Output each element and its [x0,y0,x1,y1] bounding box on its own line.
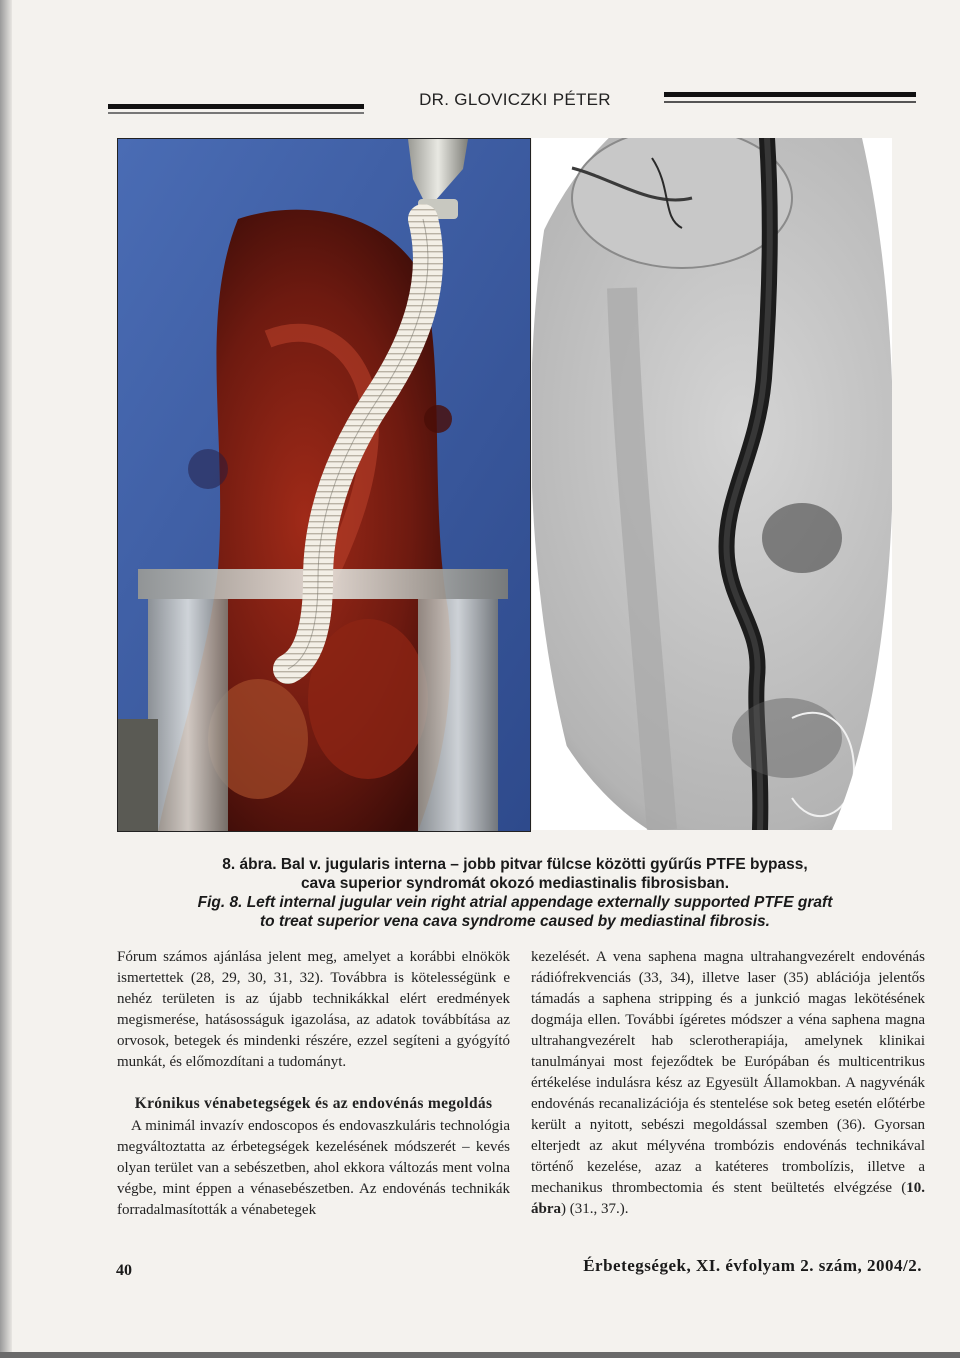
body-paragraph [531,947,925,1220]
left-column [117,947,510,1221]
figure-caption-en-line2: to treat superior vena cava syndrome caused by mediastinal fibrosis. [260,913,770,930]
body-paragraph: A minimál invazív endoscopos és endovaszkuláris technológia megváltoztatta az érbetegségek kezelésének módszerét – kevés olyan terület van a sebészetben, ahol ekkora változás ment volna végbe, mint éppen a vénasebészetben. Az endovénás technikák forradalmasították a vénabetegek [117,1118,510,1218]
figure-caption-hu-line2: cava superior syndromát okozó mediastinalis fibrosisban. [300,875,730,892]
header-rule-right [664,92,916,97]
running-header-author: DR. GLOVICZKI PÉTER [419,90,611,109]
figure-caption-hu-line1: 8. ábra. Bal v. jugularis interna – jobb pitvar fülcse közötti gyűrűs PTFE bypass, [222,856,808,873]
body-text: kezelését. A vena saphena magna ultrahangvezérelt endovénás rádiófrekvenciás (33, 34), illetve laser (35) ablációja jelentős támadás a saphena stripping és a junkció magas lekötésének dogmája ellen. További ígéretes módszer a véna saphena magna ultrahangvezérelt hab sclerotherapiája, amelynek klinikai tanulmányai most fejeződtek be Európában és multicentrikus értékelése indulásra kész az Egyesült Államokban. A nagyvénák endovénás recanalizációja és stentelése sok beteg esetén előtérbe került a nyitott, sebészi megoldással szemben (36). Gyorsan elterjedt az akut mélyvéna trombózis endovénás technikával történő kezelése, azaz a katéteres trombolízis, illetve a mechanikus thrombectomia és stent beültetés elvégzése ( [531,949,925,1196]
figure-reference: 10. ábra [531,1180,925,1217]
journal-footer: Érbetegségek, XI. évfolyam 2. szám, 2004/2. [583,1256,922,1275]
angiogram-image [532,138,892,830]
figure-caption-en-line1: Fig. 8. Left internal jugular vein right atrial appendage externally supported PTFE graft [197,894,833,911]
header-rule-right-thin [664,101,916,103]
surgical-photo [117,138,531,832]
header-rule-left-thin [108,112,364,114]
page-bottom-edge [0,1352,960,1358]
body-paragraph: Fórum számos ajánlása jelent meg, amelyet a korábbi elnökök ismertettek (28, 29, 30, 31, 32). Továbbra is kötelességünk e nehéz területen is az újabb technikákkal elért eredmények megismerése, hatásosságuk igazolása, az adatok továbbítása az orvosok, betegek és mindenki részére, ezzel segíteni a gyógyító munkát, és előmozdítani a tudományt. [117,949,510,1070]
page-binding-edge [0,0,12,1358]
header-rule-left [108,104,364,109]
section-heading: Krónikus vénabetegségek és az endovénás megoldás [134,1095,493,1112]
page-number: 40 [116,1262,132,1279]
right-column [531,947,925,1220]
body-text: ) (31., 37.). [561,1201,629,1217]
